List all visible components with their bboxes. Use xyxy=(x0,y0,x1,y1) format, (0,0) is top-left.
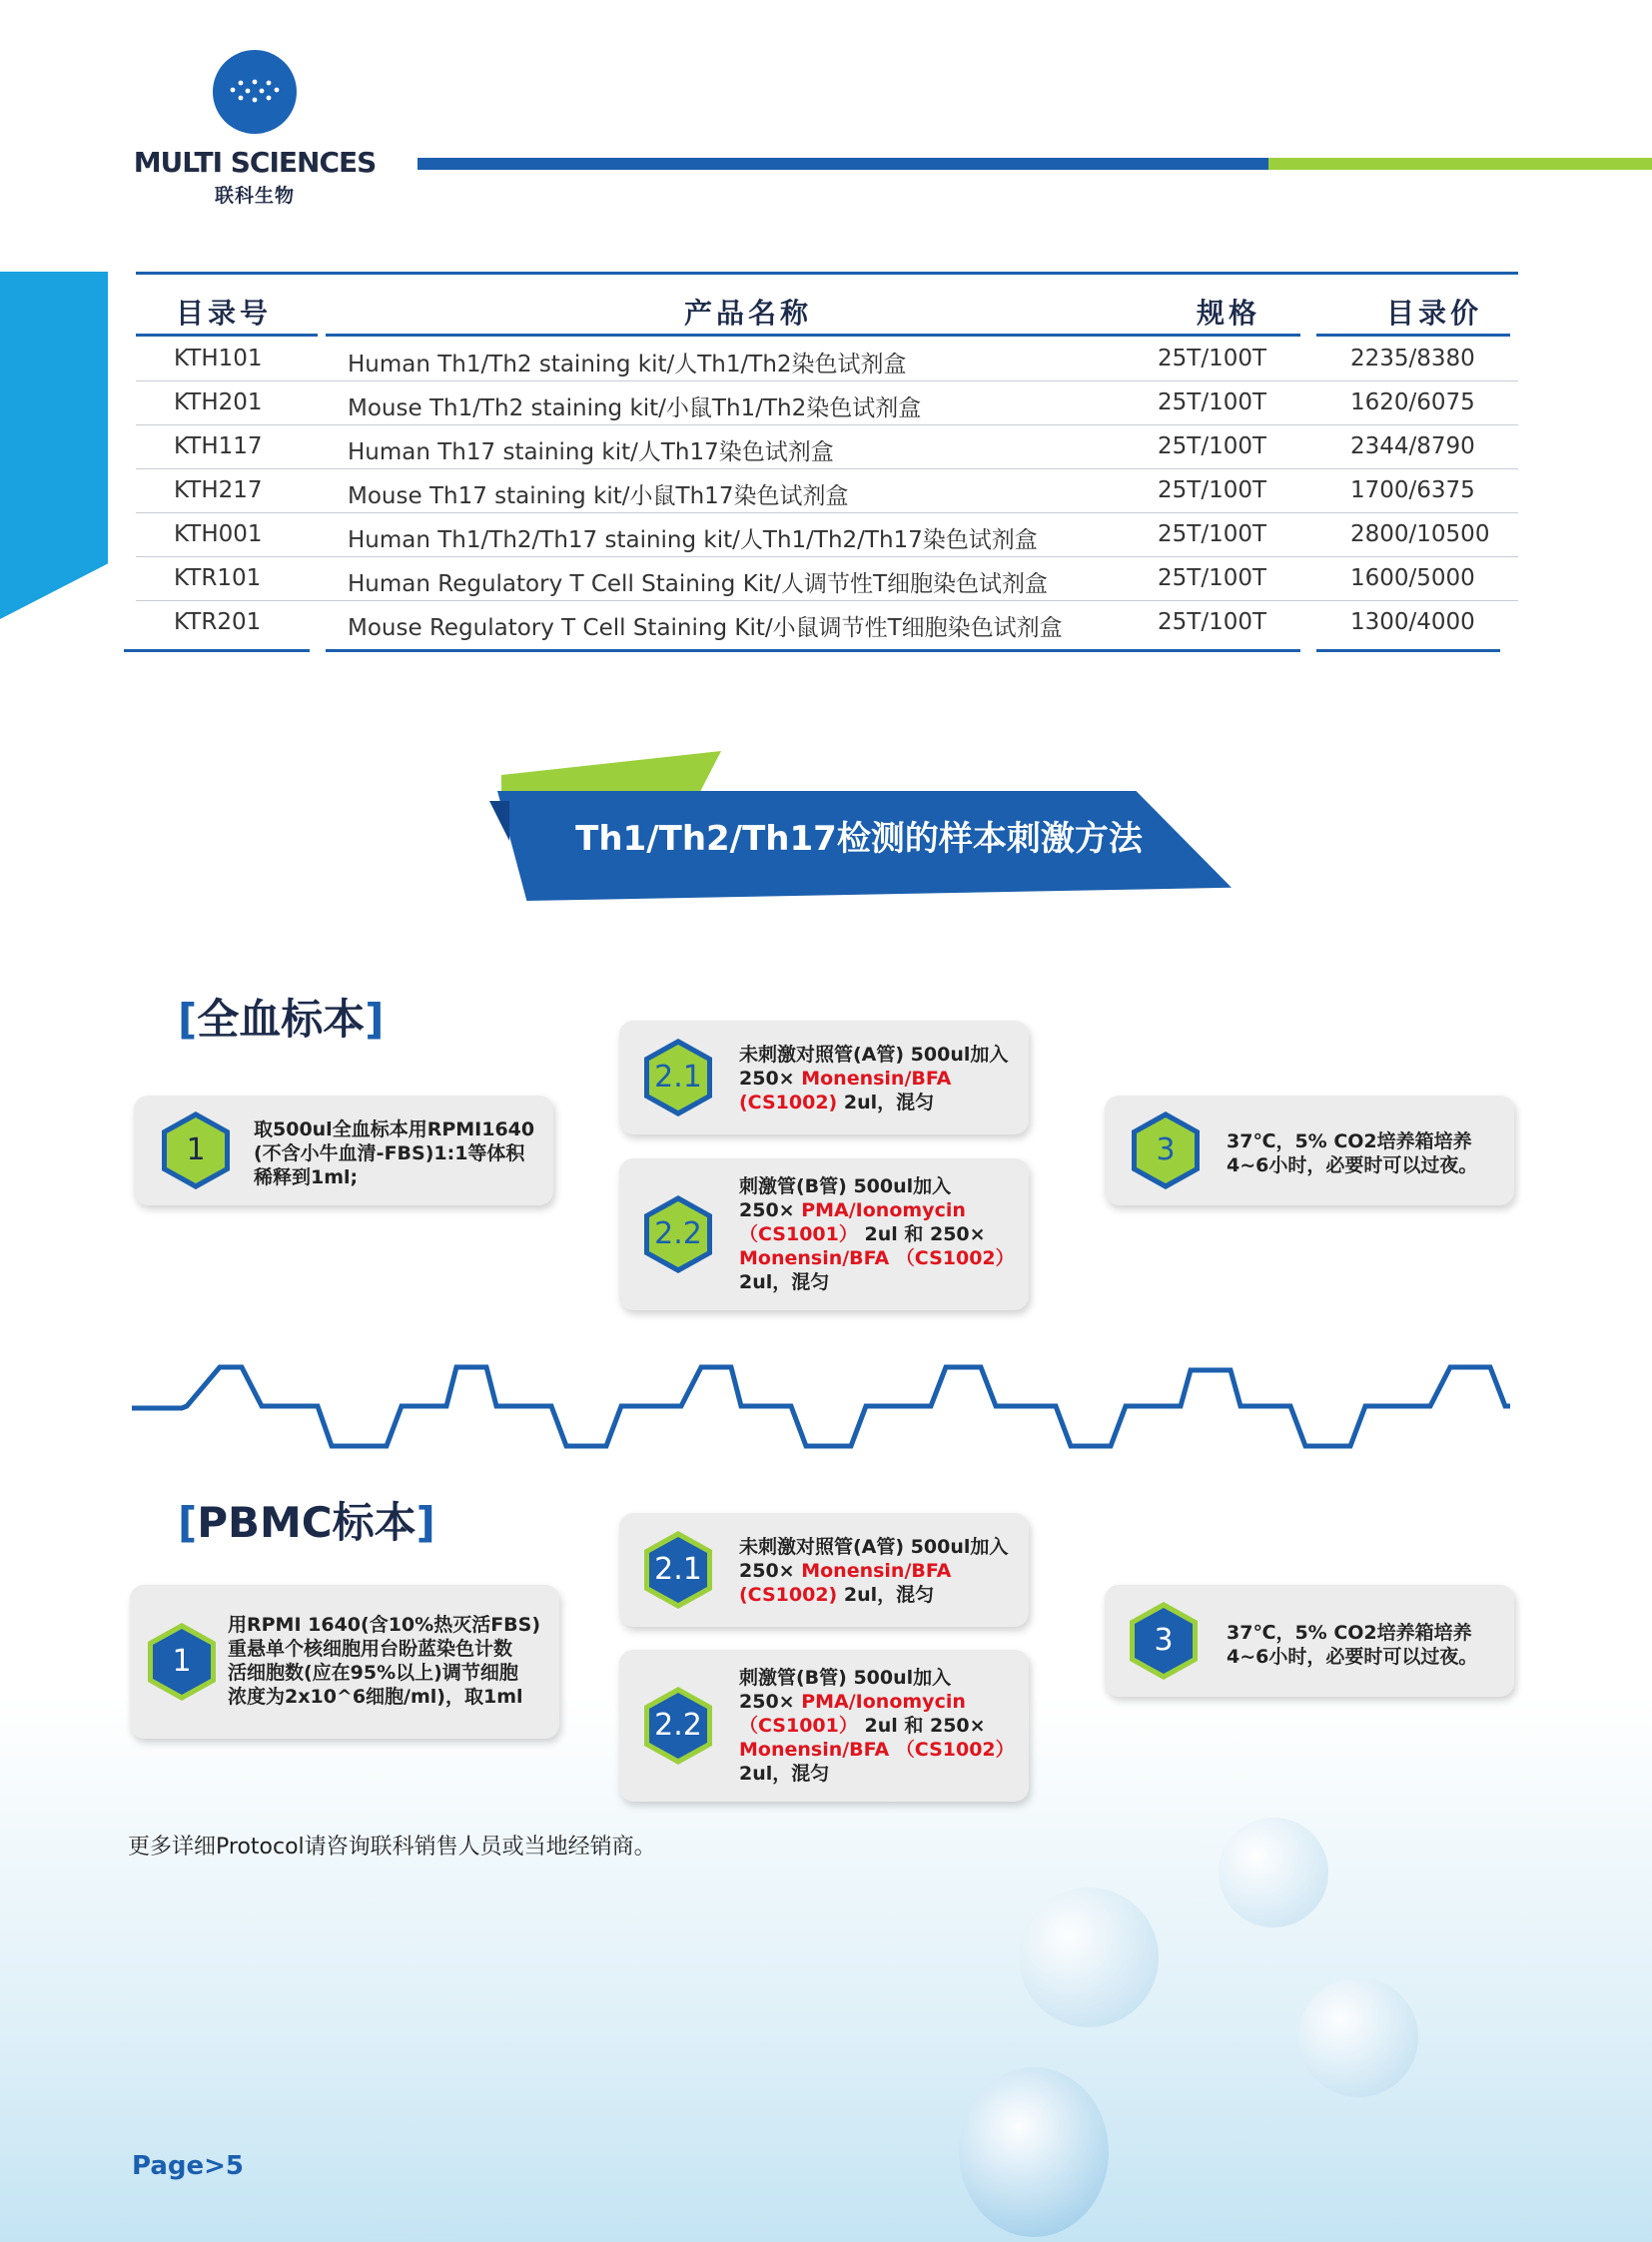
product-name: Mouse Regulatory T Cell Staining Kit/小鼠调节性T细胞染色试剂盒 xyxy=(348,615,1063,641)
step-number: 2.2 xyxy=(654,1216,702,1251)
step-text: 未刺激对照管(A管) 500ul加入 250× Monensin/BFA (CS1002) 2ul，混匀 xyxy=(739,1044,1009,1114)
step-number: 3 xyxy=(1154,1623,1174,1658)
catalog-number: KTH201 xyxy=(174,389,263,415)
step-text: 37℃，5% CO2培养箱培养 4~6小时，必要时可以过夜。 xyxy=(1227,1622,1478,1668)
table-row xyxy=(124,425,1518,469)
table-top-rule xyxy=(136,272,1518,275)
side-accent-bar xyxy=(0,272,108,619)
product-name: Human Regulatory T Cell Staining Kit/人调节性T细胞染色试剂盒 xyxy=(348,571,1048,597)
bracket-close: ] xyxy=(365,995,385,1044)
table-row xyxy=(124,381,1518,425)
logo-globe-icon xyxy=(213,50,297,134)
step-number: 2.1 xyxy=(654,1552,702,1587)
product-size: 25T/100T xyxy=(1158,477,1267,503)
table-bottom-rule xyxy=(1127,649,1300,652)
bracket-close: ] xyxy=(415,1498,435,1547)
hexagon-badge-icon xyxy=(1127,1600,1201,1682)
step-text: 刺激管(B管) 500ul加入 250× PMA/Ionomycin （CS1001） 2ul 和 250× Monensin/BFA （CS1002） 2ul，混匀 xyxy=(739,1667,1015,1785)
droplet-bubble xyxy=(959,2067,1109,2237)
product-name: Mouse Th17 staining kit/小鼠Th17染色试剂盒 xyxy=(348,483,849,509)
table-header-name: 产品名称 xyxy=(683,297,812,330)
table-row xyxy=(124,469,1518,513)
table-bottom-rule xyxy=(124,649,310,652)
step-card-2-1 xyxy=(619,1513,1029,1627)
bracket-open: [ xyxy=(178,995,198,1044)
table-row xyxy=(124,557,1518,601)
banner-title: Th1/Th2/Th17检测的样本刺激方法 xyxy=(575,819,1143,859)
step-card-3 xyxy=(1105,1585,1514,1697)
header-underline xyxy=(1316,334,1510,337)
brand-name: MULTI SCIENCES xyxy=(133,146,377,179)
product-price: 1300/4000 xyxy=(1350,609,1475,635)
hexagon-badge-icon xyxy=(641,1529,715,1611)
product-name: Mouse Th1/Th2 staining kit/小鼠Th1/Th2染色试剂盒 xyxy=(348,395,922,421)
step-card-1 xyxy=(130,1585,559,1739)
brand-logo xyxy=(130,50,380,210)
header-underline xyxy=(326,334,1233,337)
step-number: 1 xyxy=(172,1644,192,1679)
product-size: 25T/100T xyxy=(1158,346,1267,372)
hexagon-badge-icon xyxy=(1129,1110,1203,1191)
table-row xyxy=(124,338,1518,381)
product-size: 25T/100T xyxy=(1158,521,1267,547)
step-number: 3 xyxy=(1156,1132,1176,1167)
hexagon-badge-icon xyxy=(641,1193,715,1275)
product-size: 25T/100T xyxy=(1158,389,1267,415)
catalog-number: KTR201 xyxy=(174,609,262,635)
header-underline xyxy=(1127,334,1300,337)
page-number: Page>5 xyxy=(132,2151,245,2181)
step-text: 取500ul全血标本用RPMI1640 (不含小牛血清-FBS)1:1等体积 稀释到1ml; xyxy=(254,1119,535,1188)
product-price: 2344/8790 xyxy=(1350,433,1475,459)
catalog-number: KTH217 xyxy=(174,477,263,503)
step-text: 刺激管(B管) 500ul加入 250× PMA/Ionomycin （CS1001） 2ul 和 250× Monensin/BFA （CS1002） 2ul，混匀 xyxy=(739,1175,1015,1293)
step-card-1 xyxy=(134,1096,553,1205)
product-price: 1620/6075 xyxy=(1350,389,1475,415)
product-name: Human Th1/Th2 staining kit/人Th1/Th2染色试剂盒 xyxy=(348,352,907,377)
catalog-number: KTH101 xyxy=(174,346,263,372)
hexagon-badge-icon xyxy=(641,1037,715,1119)
step-card-3 xyxy=(1105,1096,1514,1205)
bracket-open: [ xyxy=(178,1498,198,1547)
catalog-number: KTH001 xyxy=(174,521,263,547)
table-bottom-rule xyxy=(326,649,1233,652)
step-number: 2.1 xyxy=(654,1060,702,1095)
hexagon-badge-icon xyxy=(641,1685,715,1767)
step-card-2-2 xyxy=(619,1158,1029,1310)
molecule-bubble xyxy=(1019,1887,1159,2027)
step-text: 用RPMI 1640(含10%热灭活FBS) 重悬单个核细胞用台盼蓝染色计数 活细胞数(应在95%以上)调节细胞 浓度为2x10^6细胞/ml)，取1ml xyxy=(228,1614,541,1708)
product-price-table xyxy=(124,272,1518,661)
catalog-number: KTR101 xyxy=(174,565,262,591)
header-bar-blue xyxy=(417,158,1268,170)
section-title: PBMC标本 xyxy=(197,1498,416,1547)
section-heading-whole-blood xyxy=(178,987,384,1047)
molecule-bubble xyxy=(1298,1977,1418,2097)
section-banner xyxy=(489,751,1234,916)
product-price: 1700/6375 xyxy=(1350,477,1475,503)
table-header-catalog: 目录号 xyxy=(175,297,272,330)
product-name: Human Th17 staining kit/人Th17染色试剂盒 xyxy=(348,439,834,465)
product-price: 1600/5000 xyxy=(1350,565,1475,591)
product-price: 2235/8380 xyxy=(1350,346,1475,372)
product-size: 25T/100T xyxy=(1158,565,1267,591)
product-size: 25T/100T xyxy=(1158,433,1267,459)
section-title: 全血标本 xyxy=(197,995,366,1044)
table-bottom-rule xyxy=(1316,649,1500,652)
catalog-number: KTH117 xyxy=(174,433,263,459)
step-number: 2.2 xyxy=(654,1708,702,1743)
hexagon-badge-icon xyxy=(159,1110,233,1191)
footer-note: 更多详细Protocol请咨询联科销售人员或当地经销商。 xyxy=(128,1835,656,1860)
table-row xyxy=(124,513,1518,557)
header-bar-green xyxy=(1268,158,1652,170)
step-number: 1 xyxy=(186,1132,206,1167)
step-text: 37℃，5% CO2培养箱培养 4~6小时，必要时可以过夜。 xyxy=(1227,1130,1478,1176)
step-card-2-2 xyxy=(619,1650,1029,1802)
hexagon-badge-icon xyxy=(145,1621,219,1703)
table-header-size: 规格 xyxy=(1196,297,1260,330)
product-price: 2800/10500 xyxy=(1350,521,1490,547)
wave-divider xyxy=(132,1358,1510,1458)
product-size: 25T/100T xyxy=(1158,609,1267,635)
table-header-price: 目录价 xyxy=(1385,297,1482,330)
molecule-bubble xyxy=(1219,1818,1328,1927)
table-row xyxy=(124,601,1518,645)
step-text: 未刺激对照管(A管) 500ul加入 250× Monensin/BFA (CS1002) 2ul，混匀 xyxy=(739,1536,1009,1606)
product-name: Human Th1/Th2/Th17 staining kit/人Th1/Th2/Th17染色试剂盒 xyxy=(348,527,1038,553)
header-underline xyxy=(136,334,318,337)
banner-fold xyxy=(489,801,509,841)
step-card-2-1 xyxy=(619,1021,1029,1134)
section-heading-pbmc xyxy=(178,1490,435,1550)
brand-name-cn: 联科生物 xyxy=(214,185,295,207)
